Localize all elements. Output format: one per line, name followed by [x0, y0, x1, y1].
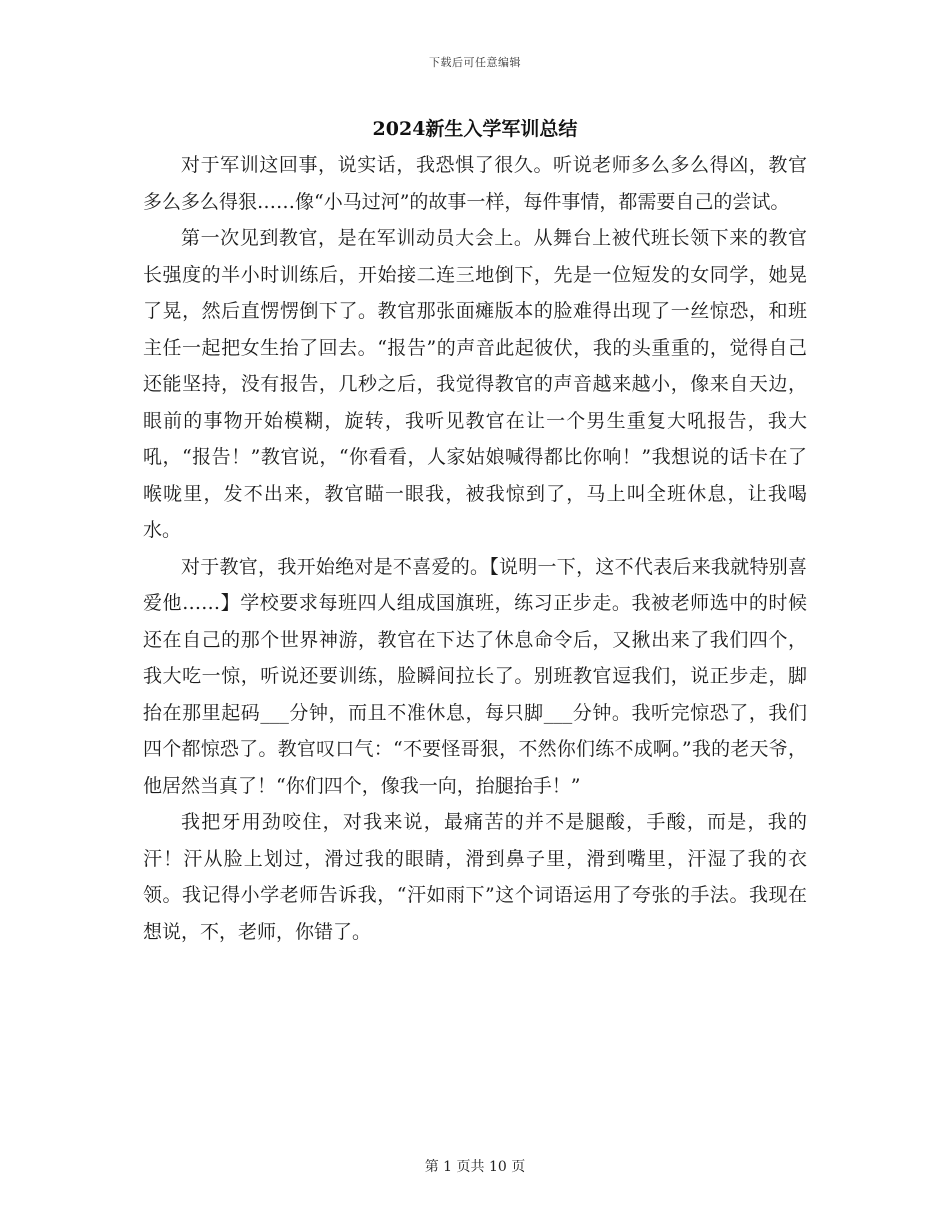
page-header-note: 下载后可任意编辑 [429, 56, 521, 69]
paragraph-1: 对于军训这回事，说实话，我恐惧了很久。听说老师多么多么得凶，教官多么多么得狠……像“小马过河”的故事一样，每件事情，都需要自己的尝试。 [143, 154, 807, 213]
paragraph-4: 我把牙用劲咬住，对我来说，最痛苦的并不是腿酸，手酸，而是，我的汗！汗从脸上划过，滑过我的眼睛，滑到鼻子里，滑到嘴里，汗湿了我的衣领。我记得小学老师告诉我，“汗如雨下”这个词语运用了夸张的手法。我现在想说，不，老师，你错了。 [143, 811, 807, 943]
page-number-footer: 第 1 页共 10 页 [424, 1159, 526, 1175]
paragraph-2: 第一次见到教官，是在军训动员大会上。从舞台上被代班长领下来的教官长强度的半小时训练后，开始接二连三地倒下，先是一位短发的女同学，她晃了晃，然后直愣愣倒下了。教官那张面瘫版本的脸难得出现了一丝惊恐，和班主任一起把女生抬了回去。“报告”的声音此起彼伏，我的头重重的，觉得自己还能坚持，没有报告，几秒之后，我觉得教官的声音越来越小，像来自天边，眼前的事物开始模糊，旋转，我听见教官在让一个男生重复大吼报告，我大吼，“报告！”教官说，“你看看，人家姑娘喊得都比你响！”我想说的话卡在了喉咙里，发不出来，教官瞄一眼我，被我惊到了，马上叫全班休息，让我喝水。 [143, 227, 807, 541]
document-title: 2024新生入学军训总结 [372, 118, 578, 140]
document-body [143, 147, 807, 950]
paragraph-3: 对于教官，我开始绝对是不喜爱的。【说明一下，这不代表后来我就特别喜爱他……】学校要求每班四人组成国旗班，练习正步走。我被老师选中的时候还在自己的那个世界神游，教官在下达了休息命令后，又揪出来了我们四个，我大吃一惊，听说还要训练，脸瞬间拉长了。别班教官逗我们，说正步走，脚抬在那里起码___分钟，而且不准休息，每只脚___分钟。我听完惊恐了，我们四个都惊恐了。教官叹口气：“不要怪哥狠，不然你们练不成啊。”我的老天爷，他居然当真了！“你们四个，像我一向，抬腿抬手！” [143, 555, 807, 797]
